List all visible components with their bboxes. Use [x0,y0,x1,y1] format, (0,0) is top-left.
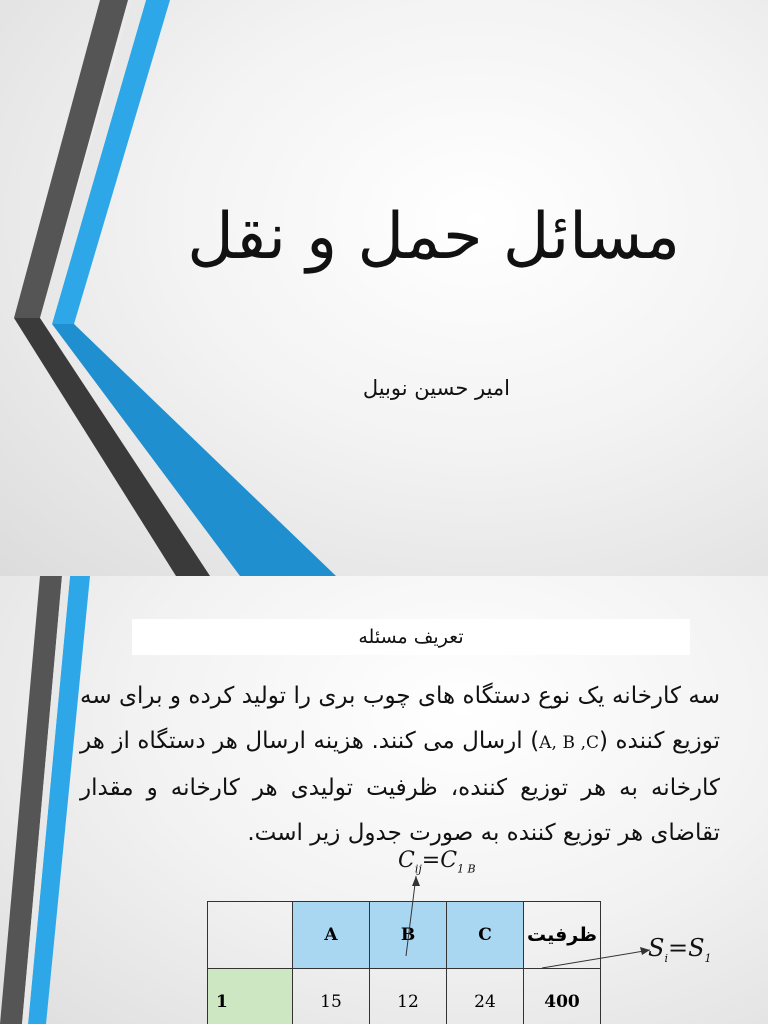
header-cell-b: B [370,902,447,969]
distributor-names: A, B ,C [539,733,599,753]
table-cell: 24 [447,969,524,1024]
table-cell: 15 [293,969,370,1024]
blue-stripe-lower [52,324,336,576]
row-label: 1 [208,969,293,1024]
header-cell-c: C [447,902,524,969]
capacity-cell: 400 [524,969,601,1024]
header-cell-a: A [293,902,370,969]
supply-formula: $S_i=S_1$ [648,934,712,965]
supply-arrow-head [640,947,650,955]
header-cell-capacity: ظرفیت [524,902,601,969]
table-cell: 12 [370,969,447,1024]
cost-arrow-head [412,876,420,886]
paragraph-text-1: سه کارخانه یک نوع دستگاه های چوب بری را تولید کرده و برای سه توزیع کننده ( [80,683,720,754]
slide-title: مسائل حمل و نقل [187,200,680,274]
paragraph-text-2: ) ارسال می کنند. هزینه ارسال هر دستگاه از هر کارخانه به هر توزیع کننده، ظرفیت تولیدی هر کارخانه و مقدار تقاضای هر توزیع کننده به صورت جدول زیر است. [80,728,720,846]
section-heading: تعریف مسئله [132,619,690,655]
problem-definition-slide [0,576,768,1024]
cost-formula: $C_{ij}=C_{1 B}$ [398,848,476,876]
supply-arrow-line [542,950,650,968]
author-name: امیر حسین نوبیل [362,376,510,400]
annotation-arrows [0,576,768,1024]
cost-arrow-line [406,876,416,956]
